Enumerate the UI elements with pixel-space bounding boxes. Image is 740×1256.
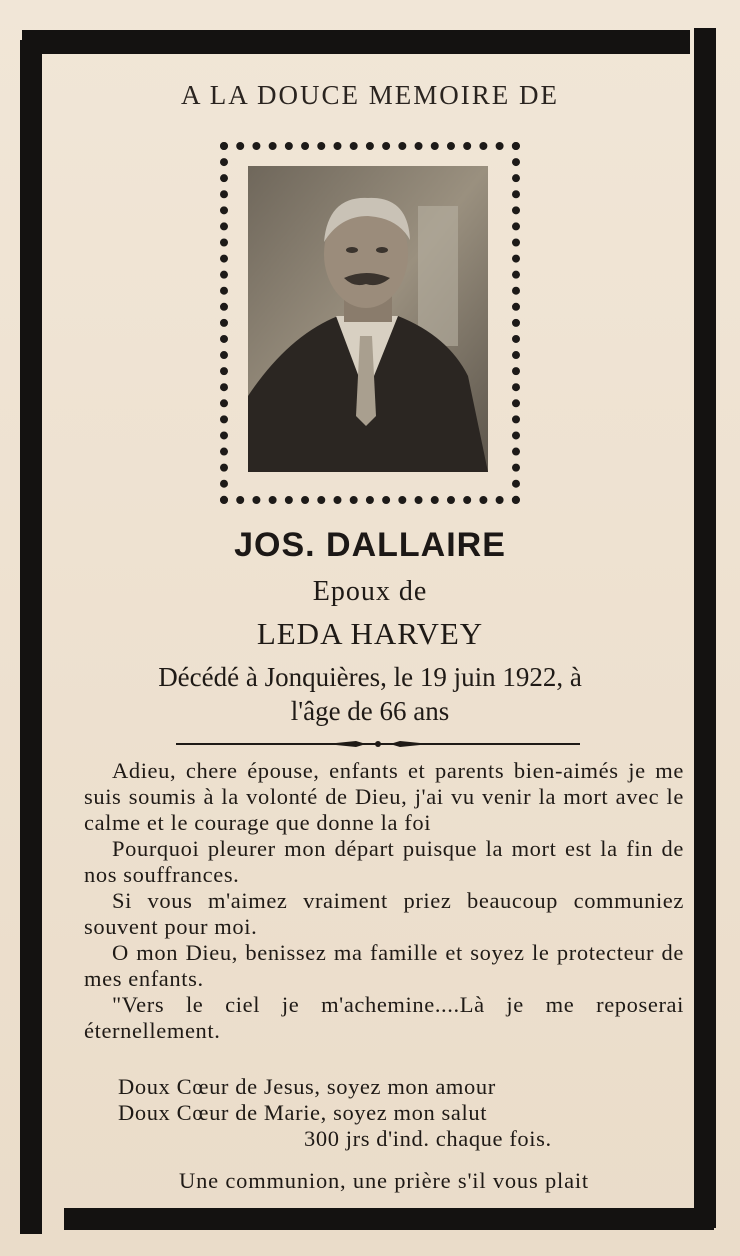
closing-request: Une communion, une prière s'il vous plait (179, 1168, 589, 1193)
portrait-photo (248, 166, 488, 472)
indulgence-note: 300 jrs d'ind. chaque fois. (304, 1126, 552, 1151)
ornamental-divider (176, 740, 580, 748)
poem-paragraph: Si vous m'aimez vraiment priez beaucoup communiez souvent pour moi. (84, 888, 684, 939)
poem-paragraph: Pourquoi pleurer mon départ puisque la mort est la fin de nos souffrances. (84, 836, 684, 887)
deceased-name: JOS. DALLAIRE (234, 526, 506, 564)
mourning-border-top (22, 30, 690, 54)
mourning-border-right (694, 28, 716, 1228)
death-line-2: l'âge de 66 ans (290, 696, 450, 726)
spouse-name: LEDA HARVEY (256, 616, 484, 651)
poem-paragraph: O mon Dieu, benissez ma famille et soyez le protecteur de mes enfants. (84, 940, 684, 991)
card-title: A LA DOUCE MEMOIRE DE (181, 80, 559, 110)
poem-paragraph: Adieu, chere épouse, enfants et parents bien-aimés je me suis soumis à la volonté de Dieu, j'ai vu venir la mort avec le calme et le courage que donne la foi (84, 758, 684, 835)
death-details (60, 660, 680, 728)
prayer-line-marie: Doux Cœur de Marie, soyez mon salut (118, 1100, 488, 1125)
spouse-prefix: Epoux de (312, 576, 428, 607)
prayer-line-jesus: Doux Cœur de Jesus, soyez mon amour (118, 1074, 496, 1099)
farewell-text (84, 758, 684, 1044)
mourning-border-left (20, 40, 42, 1234)
prayer-invocations (84, 1074, 684, 1152)
death-line-1: Décédé à Jonquières, le 19 juin 1922, à (158, 662, 582, 692)
mourning-border-bottom (64, 1208, 714, 1230)
poem-paragraph: "Vers le ciel je m'achemine....Là je me reposerai éternellement. (84, 992, 684, 1043)
